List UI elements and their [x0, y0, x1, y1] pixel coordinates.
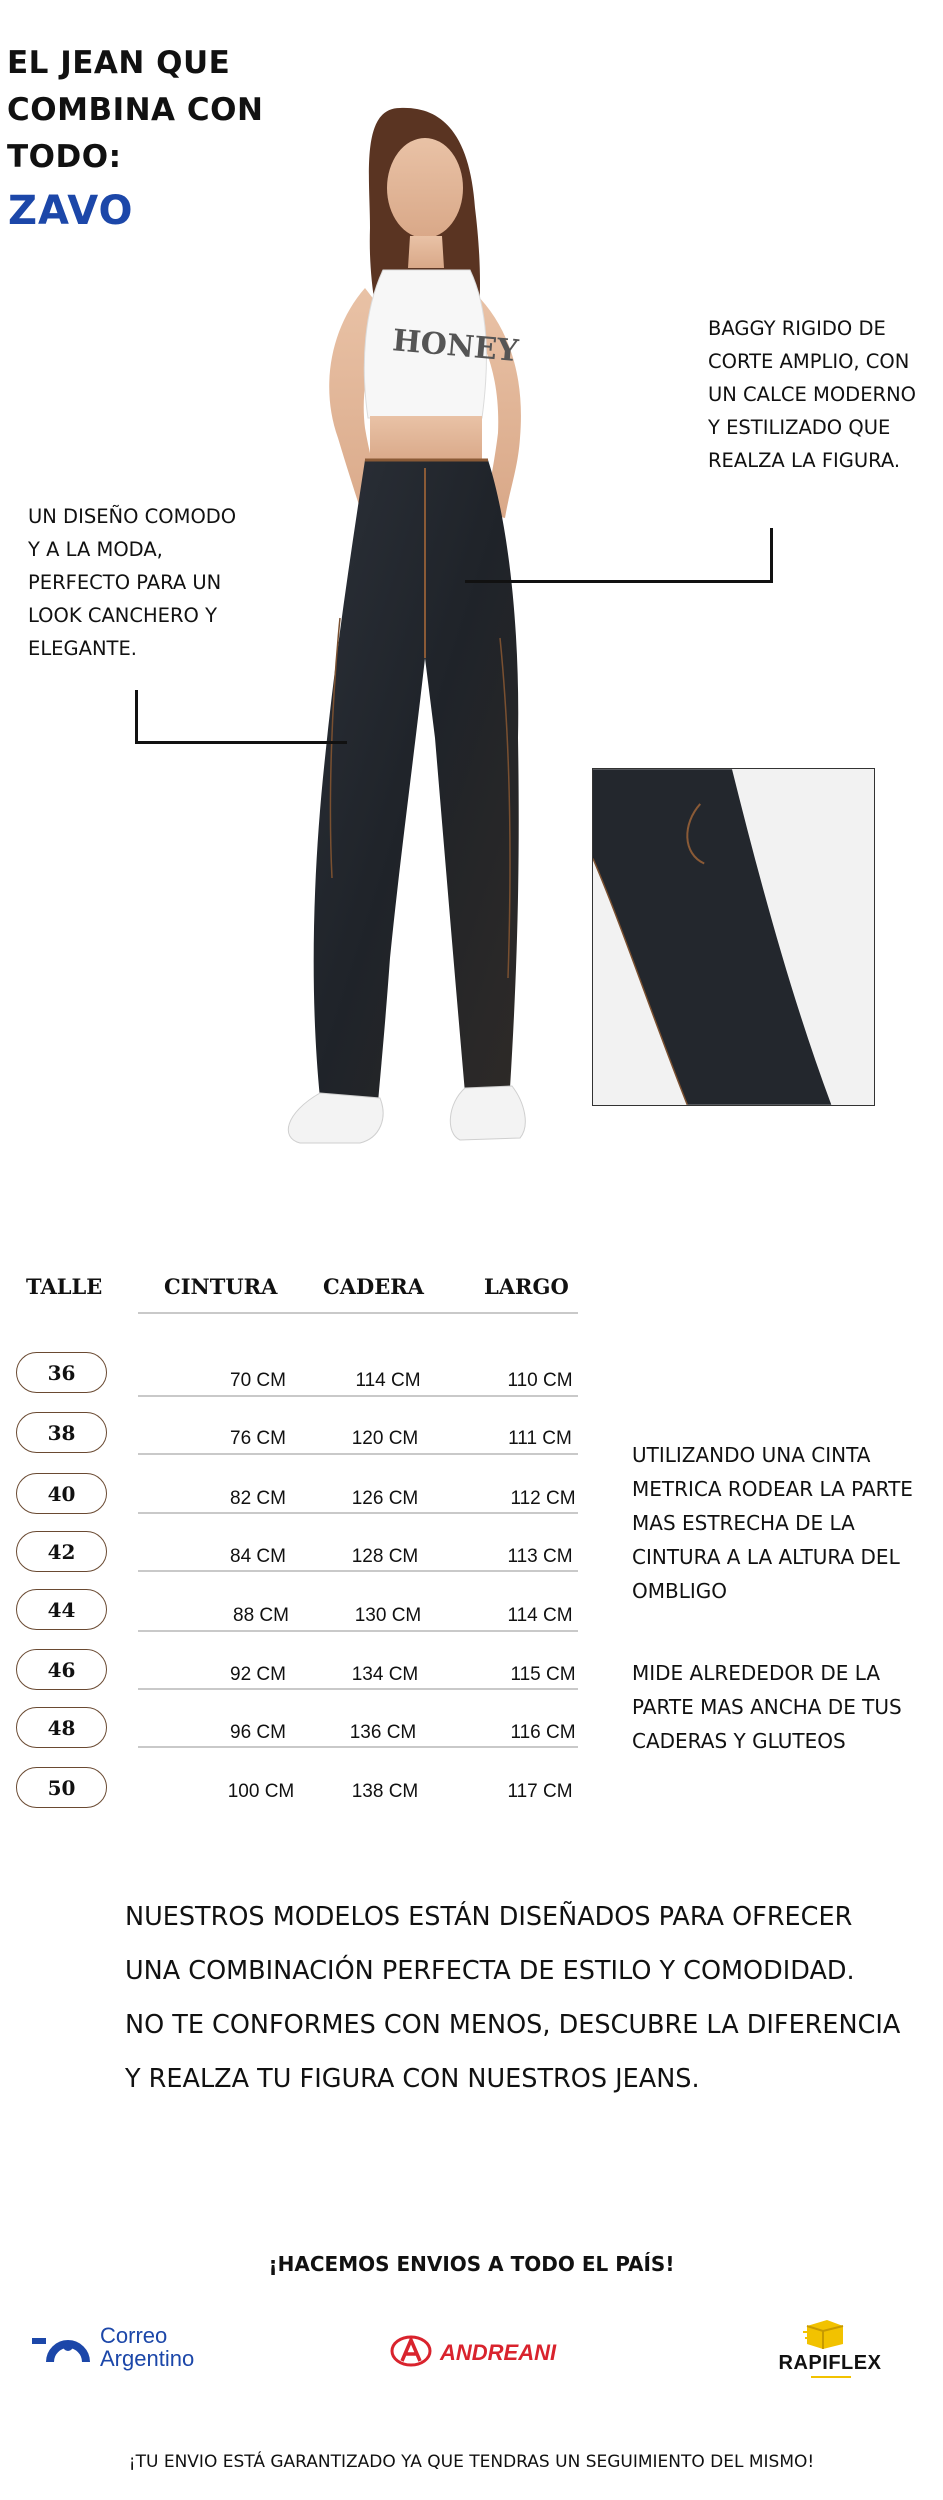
callout-left-line: Y A LA MODA,	[28, 538, 163, 561]
cell-cintura: 92 CM	[230, 1664, 286, 1685]
callout-left-line: ELEGANTE.	[28, 637, 137, 660]
promo-line: UNA COMBINACIÓN PERFECTA DE ESTILO Y COMODIDAD.	[125, 1956, 855, 1986]
callout-right-leader-horizontal	[465, 580, 773, 583]
size-pill-42: 42	[16, 1531, 107, 1572]
andreani-logo	[390, 2334, 570, 2370]
size-pill-36: 36	[16, 1352, 107, 1393]
cell-cintura: 88 CM	[233, 1605, 289, 1626]
row-rule	[138, 1453, 578, 1455]
guide-hip-line: MIDE ALREDEDOR DE LA	[632, 1661, 881, 1685]
callout-right-line: Y ESTILIZADO QUE	[708, 416, 891, 439]
cell-cintura: 84 CM	[230, 1546, 286, 1567]
callout-left-line: LOOK CANCHERO Y	[28, 604, 218, 627]
cell-cintura: 96 CM	[230, 1722, 286, 1743]
size-pill-50: 50	[16, 1767, 107, 1808]
correo-argentino-text: Correo	[100, 2323, 168, 2348]
cell-cadera: 136 CM	[349, 1722, 417, 1743]
promo-line: Y REALZA TU FIGURA CON NUESTROS JEANS.	[125, 2064, 700, 2094]
callout-right	[708, 312, 938, 477]
header-largo: LARGO	[484, 1274, 569, 1299]
size-pill-44: 44	[16, 1589, 107, 1630]
rapiflex-text: RAPIFLEX	[778, 2352, 882, 2374]
guide-hip-line: CADERAS Y GLUTEOS	[632, 1729, 846, 1753]
rapiflex-underline	[811, 2376, 851, 2378]
size-pill-48: 48	[16, 1707, 107, 1748]
callout-left	[28, 500, 268, 665]
row-rule	[138, 1570, 578, 1572]
cell-largo: 112 CM	[510, 1488, 576, 1509]
cell-cadera: 120 CM	[351, 1428, 419, 1449]
shipping-title: ¡HACEMOS ENVIOS A TODO EL PAÍS!	[268, 2252, 675, 2276]
hero-title-line-2: COMBINA CON	[7, 92, 264, 128]
header-cintura: CINTURA	[164, 1274, 278, 1299]
shipping-guarantee-text: ¡TU ENVIO ESTÁ GARANTIZADO YA QUE TENDRAS UN SEGUIMIENTO DEL MISMO!	[128, 2452, 815, 2472]
callout-left-leader-vertical	[135, 690, 138, 744]
cell-largo: 113 CM	[507, 1546, 573, 1567]
cell-largo: 115 CM	[510, 1664, 576, 1685]
promo-line: NUESTROS MODELOS ESTÁN DISEÑADOS PARA OFRECER	[125, 1902, 853, 1932]
guide-waist-line: UTILIZANDO UNA CINTA	[632, 1443, 871, 1467]
guide-waist-line: MAS ESTRECHA DE LA	[632, 1511, 855, 1535]
cell-cintura: 100 CM	[227, 1781, 295, 1802]
correo-argentino-text: Argentino	[100, 2346, 195, 2371]
rapiflex-logo	[765, 2318, 895, 2380]
size-pill-40: 40	[16, 1473, 107, 1514]
correo-argentino-icon	[32, 2324, 94, 2368]
guide-waist	[632, 1438, 932, 1608]
callout-left-line: PERFECTO PARA UN	[28, 571, 222, 594]
cell-cintura: 70 CM	[230, 1370, 286, 1391]
cell-cadera: 114 CM	[355, 1370, 421, 1391]
size-pill-38: 38	[16, 1412, 107, 1453]
guide-waist-line: CINTURA A LA ALTURA DEL	[632, 1545, 900, 1569]
hero-title-line-3: TODO:	[7, 139, 122, 175]
header-talle: TALLE	[26, 1274, 103, 1299]
callout-right-line: REALZA LA FIGURA.	[708, 449, 901, 472]
callout-left-leader-horizontal	[135, 741, 347, 744]
cell-cadera: 128 CM	[351, 1546, 419, 1567]
callout-right-line: BAGGY RIGIDO DE	[708, 317, 886, 340]
header-cadera: CADERA	[323, 1274, 424, 1299]
callout-right-line: CORTE AMPLIO, CON	[708, 350, 910, 373]
guide-hip	[632, 1656, 932, 1758]
promo-line: NO TE CONFORMES CON MENOS, DESCUBRE LA DIFERENCIA	[125, 2010, 901, 2040]
cell-largo: 114 CM	[507, 1605, 573, 1626]
shirt-print-text: HONEY	[390, 323, 520, 370]
cell-cadera: 134 CM	[351, 1664, 419, 1685]
hero-title-line-1: EL JEAN QUE	[7, 45, 231, 81]
cell-largo: 116 CM	[510, 1722, 576, 1743]
header-rule	[138, 1312, 578, 1314]
callout-right-line: UN CALCE MODERNO	[708, 383, 917, 406]
cell-cadera: 138 CM	[351, 1781, 419, 1802]
cell-cintura: 76 CM	[230, 1428, 286, 1449]
andreani-text: ANDREANI	[440, 2340, 557, 2365]
guide-waist-line: METRICA RODEAR LA PARTE	[632, 1477, 913, 1501]
cell-cintura: 82 CM	[230, 1488, 286, 1509]
callout-left-line: UN DISEÑO COMODO	[28, 505, 237, 528]
row-rule	[138, 1746, 578, 1748]
row-rule	[138, 1395, 578, 1397]
rapiflex-box-icon	[803, 2318, 849, 2350]
guide-waist-line: OMBLIGO	[632, 1579, 727, 1603]
callout-right-leader-vertical	[770, 528, 773, 582]
andreani-icon	[390, 2334, 432, 2368]
correo-argentino-logo	[32, 2320, 232, 2376]
row-rule	[138, 1630, 578, 1632]
promo-text	[125, 1890, 925, 2106]
size-pill-46: 46	[16, 1649, 107, 1690]
row-rule	[138, 1688, 578, 1690]
jean-detail-photo	[592, 768, 875, 1106]
cell-cadera: 126 CM	[351, 1488, 419, 1509]
cell-largo: 117 CM	[507, 1781, 573, 1802]
guide-hip-line: PARTE MAS ANCHA DE TUS	[632, 1695, 902, 1719]
brand-name: ZAVO	[8, 188, 134, 234]
cell-largo: 111 CM	[508, 1428, 572, 1449]
model-photo	[220, 98, 620, 1158]
row-rule	[138, 1512, 578, 1514]
cell-largo: 110 CM	[507, 1370, 573, 1391]
cell-cadera: 130 CM	[354, 1605, 422, 1626]
